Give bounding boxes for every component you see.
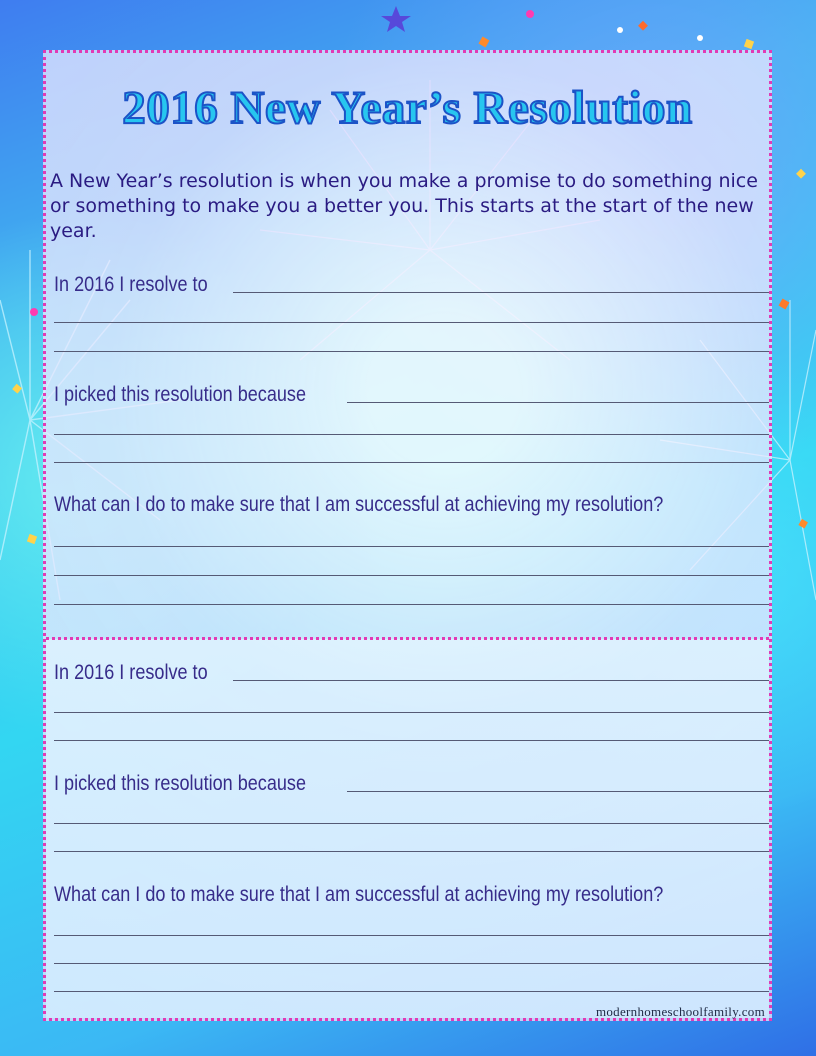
because-label-1: I picked this resolution because — [54, 383, 306, 406]
resolve-prompt-2 — [54, 661, 769, 685]
answer-line[interactable] — [54, 434, 769, 435]
section-divider — [46, 637, 769, 640]
because-label-2: I picked this resolution because — [54, 772, 306, 795]
answer-line[interactable] — [54, 963, 769, 964]
resolve-answer-line-2[interactable] — [233, 679, 769, 681]
success-label-1: What can I do to make sure that I am successful at achieving my resolution? — [54, 493, 664, 516]
answer-line[interactable] — [54, 575, 769, 576]
answer-line[interactable] — [54, 740, 769, 741]
lower-panel-tint — [46, 639, 769, 1018]
answer-line[interactable] — [54, 823, 769, 824]
resolve-answer-line-1[interactable] — [233, 291, 769, 293]
because-answer-line-2[interactable] — [347, 790, 769, 792]
because-prompt-2 — [54, 772, 769, 796]
resolve-label-1: In 2016 I resolve to — [54, 273, 208, 296]
answer-line[interactable] — [54, 991, 769, 992]
answer-line[interactable] — [54, 351, 769, 352]
success-label-2: What can I do to make sure that I am successful at achieving my resolution? — [54, 883, 664, 906]
star-decoration — [381, 6, 411, 32]
because-prompt-1 — [54, 383, 769, 407]
resolve-prompt-1 — [54, 273, 769, 297]
answer-line[interactable] — [54, 462, 769, 463]
resolve-label-2: In 2016 I resolve to — [54, 661, 208, 684]
answer-line[interactable] — [54, 604, 769, 605]
answer-line[interactable] — [54, 851, 769, 852]
success-prompt-1 — [54, 493, 769, 517]
answer-line[interactable] — [54, 712, 769, 713]
answer-line[interactable] — [54, 322, 769, 323]
answer-line[interactable] — [54, 935, 769, 936]
intro-paragraph: A New Year’s resolution is when you make a promise to do something nice or something to make you a better you. This starts at the start of the new year. — [50, 170, 758, 242]
answer-line[interactable] — [54, 546, 769, 547]
site-credit: modernhomeschoolfamily.com — [595, 1004, 765, 1019]
success-prompt-2 — [54, 883, 769, 907]
worksheet-title: 2016 New Year’s Resolution — [122, 82, 693, 134]
worksheet-panel — [43, 50, 772, 1021]
because-answer-line-1[interactable] — [347, 401, 769, 403]
